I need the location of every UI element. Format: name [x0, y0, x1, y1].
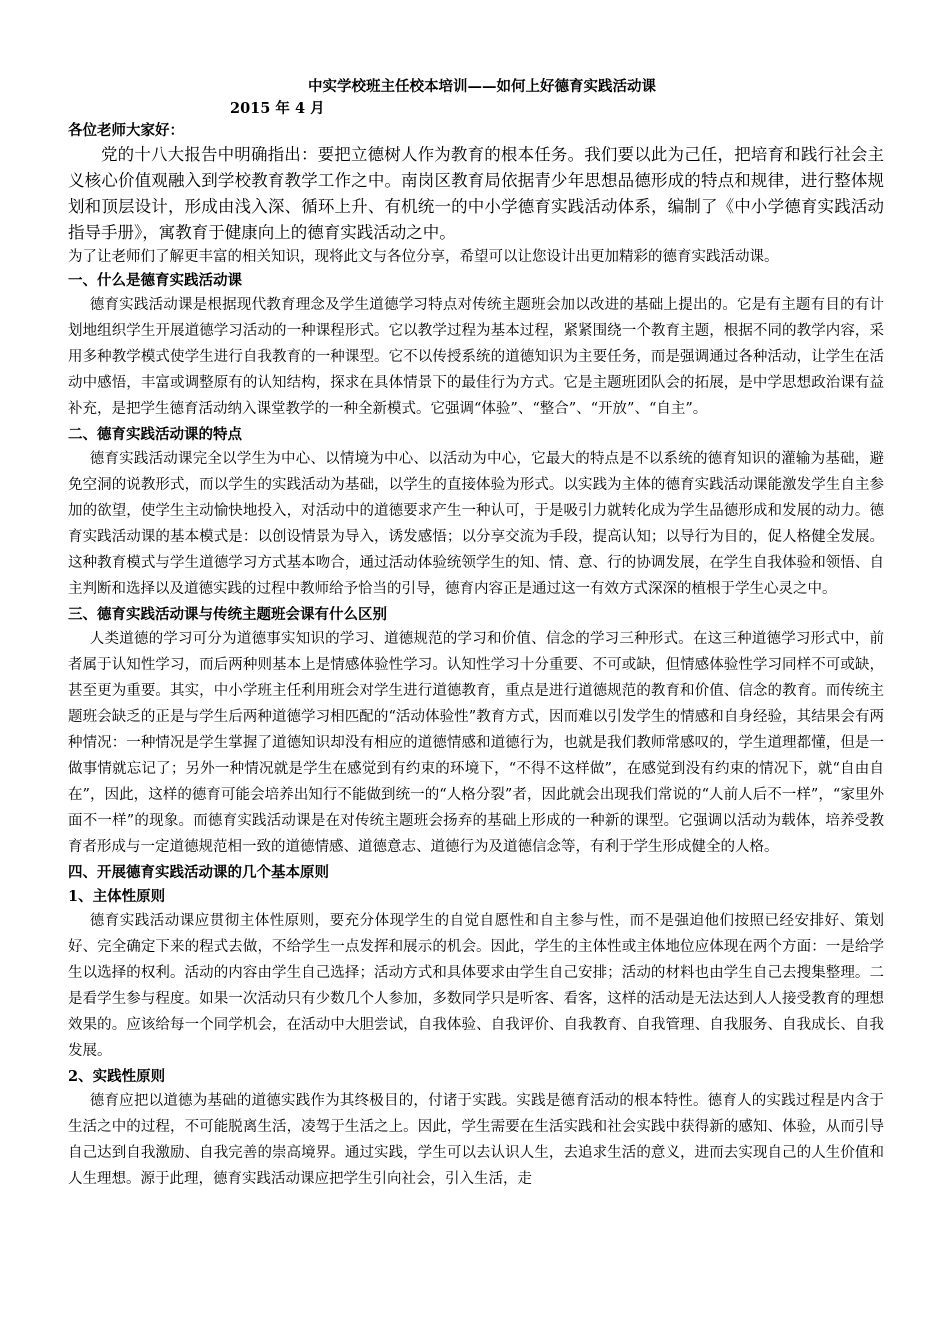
principle-body-1: 德育实践活动课应贯彻主体性原则，要充分体现学生的自觉自愿性和自主参与性，而不是强迫他们按照已经安排好、策划好、完全确定下来的程式去做，不给学生一点发挥和展示的机会。因此，学生的主体性或主体地位应体现在两个方面：一是给学生以选择的权利。活动的内容由学生自己选择；活动方式和具体要求由学生自己安排；活动的材料也由学生自己去搜集整理。二是看学生参与程度。如果一次活动只有少数几个人参加，多数同学只是听客、看客，这样的活动是无法达到人人接受教育的理想效果的。应该给每一个同学机会，在活动中大胆尝试，自我体验、自我评价、自我教育、自我管理、自我服务、自我成长、自我发展。 [68, 913, 884, 1059]
principle-body-2: 德育应把以道德为基础的道德实践作为其终极目的，付诸于实践。实践是德育活动的根本特性。德育人的实践过程是内含于生活之中的过程，不可能脱离生活，凌驾于生活之上。因此，学生需要在生活实践和社会实践中获得新的感知、体验，从而引导自己达到自我激励、自我完善的崇高境界。通过实践，学生可以去认识人生，去追求生活的意义，进而去实现自己的人生价值和人生理想。源于此理，德育实践活动课应把学生引向社会，引入生活，走 [68, 1093, 884, 1187]
section-body-1: 德育实践活动课是根据现代教育理念及学生道德学习特点对传统主题班会加以改进的基础上提出的。它是有主题有目的有计划地组织学生开展道德学习活动的一种课程形式。它以教学过程为基本过程，紧紧围绕一个教育主题，根据不同的教学内容，采用多种教学模式使学生进行自我教育的一种课型。它不以传授系统的道德知识为主要任务，而是强调通过各种活动，让学生在活动中感悟，丰富或调整原有的认知结构，探求在具体情景下的最佳行为方式。它是主题班团队会的拓展，是中学思想政治课有益补充，是把学生德育活动纳入课堂教学的一种全新模式。它强调“体验”、“整合”、“开放”、“自主”。 [68, 297, 884, 417]
section-body-2: 德育实践活动课完全以学生为中心、以情境为中心、以活动为中心，它最大的特点是不以系统的德育知识的灌输为基础，避免空洞的说教形式，而以学生的实践活动为基础，以学生的直接体验为形式。以实践为主体的德育实践活动课能激发学生自主参加的欲望，使学生主动愉快地投入，对活动中的道德要求产生一种认可，于是吸引力就转化成为学生品德形成和发展的动力。德育实践活动课的基本模式是：以创设情景为导入，诱发感悟；以分享交流为手段，提高认知；以导行为目的，促人格健全发展。这种教育模式与学生道德学习方式基本吻合，通过活动体验统领学生的知、情、意、行的协调发展，在学生自我体验和领悟、自主判断和选择以及道德实践的过程中教师给予恰当的引导，德育内容正是通过这一有效方式深深的植根于学生心灵之中。 [68, 451, 884, 597]
principle-heading-2: 2、实践性原则 [68, 1068, 166, 1085]
document-page [68, 76, 884, 1192]
principle-heading-1: 1、主体性原则 [68, 888, 166, 905]
intro-paragraph: 党的十八大报告中明确指出：要把立德树人作为教育的根本任务。我们要以此为己任，把培育和践行社会主义核心价值观融入到学校教育教学工作之中。南岗区教育局依据青少年思想品德形成的特点和规律，进行整体规划和顶层设计，形成由浅入深、循环上升、有机统一的中小学德育实践活动体系，编制了《中小学德育实践活动指导手册》，寓教育于健康向上的德育实践活动之中。 [68, 145, 884, 242]
section-heading-1: 一、什么是德育实践活动课 [68, 272, 242, 289]
greeting: 各位老师大家好： [68, 122, 184, 139]
intro-tail-paragraph: 为了让老师们了解更丰富的相关知识，现将此文与各位分享，希望可以让您设计出更加精彩的德育实践活动课。 [68, 249, 779, 265]
section-heading-3: 三、德育实践活动课与传统主题班会课有什么区别 [68, 606, 387, 623]
section-body-3: 人类道德的学习可分为道德事实知识的学习、道德规范的学习和价值、信念的学习三种形式。在这三种道德学习形式中，前者属于认知性学习，而后两种则基本上是情感体验性学习。认知性学习十分重要、不可或缺，但情感体验性学习同样不可或缺，甚至更为重要。其实，中小学班主任利用班会对学生进行道德教育，重点是进行道德规范的教育和价值、信念的教育。而传统主题班会缺乏的正是与学生后两种道德学习相匹配的“活动体验性”教育方式，因而难以引发学生的情感和自身经验，其结果会有两种情况：一种情况是学生掌握了道德知识却没有相应的道德情感和道德行为，也就是我们教师常感叹的，学生道理都懂，但是一做事情就忘记了；另外一种情况就是学生在感觉到有约束的环境下，“不得不这样做”，在感觉到没有约束的情况下，就“自由自在”，因此，这样的德育可能会培养出知行不能做到统一的“人格分裂”者，因此就会出现我们常说的“人前人后不一样”，“家里外面不一样”的现象。而德育实践活动课是在对传统主题班会扬弃的基础上形成的一种新的课型。它强调以活动为载体，培养受教育者形成与一定道德规范相一致的道德情感、道德意志、道德行为及道德信念等，有利于学生形成健全的人格。 [68, 631, 884, 855]
section-heading-2: 二、德育实践活动课的特点 [68, 426, 242, 443]
document-title: 中实学校班主任校本培训——如何上好德育实践活动课 [308, 78, 656, 95]
section-heading-4: 四、开展德育实践活动课的几个基本原则 [68, 864, 329, 881]
document-date: 2015 年 4 月 [230, 100, 325, 117]
